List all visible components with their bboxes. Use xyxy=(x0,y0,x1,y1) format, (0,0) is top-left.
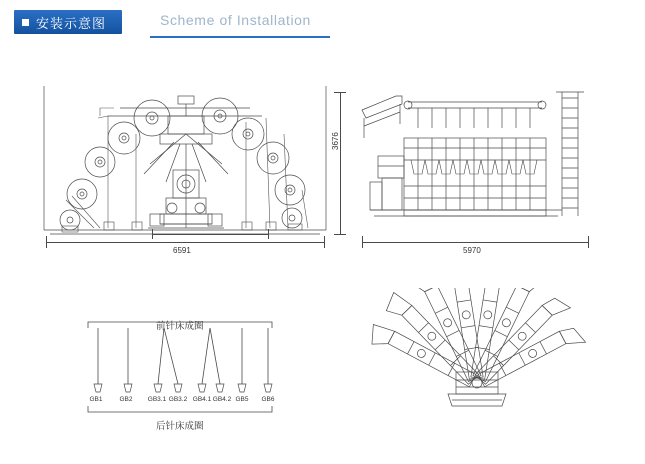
back-bed-label: 后针床成圈 xyxy=(156,421,204,432)
front-dim-line xyxy=(46,242,324,243)
guide-bar-label-gb5: GB5 xyxy=(235,396,249,403)
side-width-dimension: 5970 xyxy=(463,246,481,255)
guide-bar-label-gb2: GB2 xyxy=(119,396,133,403)
header-underline xyxy=(150,36,330,38)
side-height-tick-bottom xyxy=(334,234,346,235)
header-title-cn: 安装示意图 xyxy=(36,16,107,32)
header-badge xyxy=(14,10,122,34)
machine-side-elevation xyxy=(356,82,596,242)
guide-bar-label-gb32: GB3.2 xyxy=(168,396,188,403)
side-height-tick-top xyxy=(334,92,346,93)
front-inner-dim-line xyxy=(152,234,268,235)
guide-bar-label-gb31: GB3.1 xyxy=(147,396,167,403)
front-inner-tick-left xyxy=(152,229,153,239)
front-inner-tick-right xyxy=(268,229,269,239)
front-dim-tick-right xyxy=(324,236,325,248)
guide-bar-label-gb1: GB1 xyxy=(89,396,103,403)
fan-creel-layout-diagram xyxy=(352,288,602,448)
guide-bar-label-gb41: GB4.1 xyxy=(192,396,212,403)
side-height-dim-line xyxy=(340,92,341,234)
front-bed-label: 前针床成圈 xyxy=(156,321,204,332)
page-header xyxy=(0,0,645,44)
side-dim-tick-right xyxy=(588,236,589,248)
side-dim-tick-left xyxy=(362,236,363,248)
fan-creel-drawing xyxy=(352,288,602,448)
header-title-en: Scheme of Installation xyxy=(160,12,311,28)
side-dim-line xyxy=(362,242,588,243)
machine-front-elevation xyxy=(40,78,330,248)
side-elevation-drawing xyxy=(356,82,596,242)
front-width-dimension: 6591 xyxy=(173,246,191,255)
front-dim-tick-left xyxy=(46,236,47,248)
front-elevation-drawing xyxy=(40,78,330,248)
guide-bar-label-gb6: GB6 xyxy=(261,396,275,403)
side-height-dimension: 3676 xyxy=(331,132,340,150)
square-bullet-icon xyxy=(22,19,29,26)
guide-bar-label-gb42: GB4.2 xyxy=(212,396,232,403)
